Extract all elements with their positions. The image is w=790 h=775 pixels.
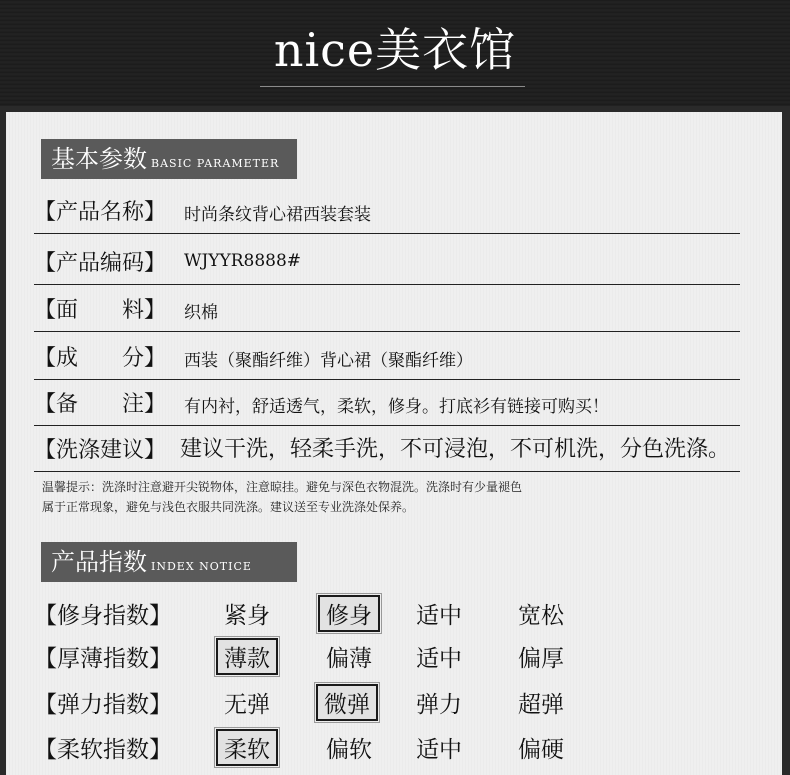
spec-label: 【成 分】 (34, 346, 167, 371)
spec-row-code (34, 238, 740, 285)
index-heading-cn: 产品指数 (51, 548, 147, 576)
spec-row-fabric (34, 285, 740, 332)
basic-heading-en: BASIC PARAMETER (151, 157, 280, 170)
care-tip-note (42, 477, 742, 517)
spec-row-name (34, 187, 740, 234)
spec-value: 西装（聚酯纤维）背心裙（聚酯纤维） (184, 351, 473, 371)
spec-label: 【产品名称】 (34, 200, 167, 225)
care-tip-line: 温馨提示：洗涤时注意避开尖锐物体，注意晾挂。避免与深色衣物混洗。洗涤时有少量褪色 (42, 480, 523, 494)
spec-value: WJYYR8888# (184, 251, 302, 271)
index-option: 偏硬 (518, 737, 564, 763)
spec-row-composition (34, 333, 740, 380)
index-option-selected: 修身 (318, 595, 380, 632)
index-option: 偏薄 (326, 646, 372, 672)
spec-row-washing (34, 425, 740, 472)
index-option-selected: 柔软 (216, 729, 278, 766)
index-option: 无弹 (224, 692, 270, 718)
index-label: 【厚薄指数】 (34, 646, 172, 672)
index-label: 【柔软指数】 (34, 737, 172, 763)
store-title: nice美衣馆 (273, 23, 517, 77)
thickness-index-row (34, 637, 774, 677)
spec-value: 有内衬，舒适透气，柔软，修身。打底衫有链接可购买！ (184, 397, 609, 417)
fit-index-row (34, 594, 774, 634)
index-notice-heading (41, 542, 297, 582)
index-label: 【弹力指数】 (34, 692, 172, 718)
index-option: 适中 (416, 646, 462, 672)
index-option: 偏软 (326, 737, 372, 763)
index-option-selected: 薄款 (216, 638, 278, 675)
spec-label: 【备 注】 (34, 392, 167, 417)
spec-value: 时尚条纹背心裙西装套装 (184, 205, 371, 225)
index-option: 紧身 (224, 603, 270, 629)
title-underline (260, 86, 525, 87)
index-option: 超弹 (518, 692, 564, 718)
index-option: 适中 (416, 737, 462, 763)
elasticity-index-row (34, 683, 774, 723)
spec-value: 织棉 (184, 303, 218, 323)
index-option: 适中 (416, 603, 462, 629)
spec-row-remarks (34, 379, 740, 426)
spec-label: 【面 料】 (34, 298, 167, 323)
basic-heading-cn: 基本参数 (51, 145, 147, 173)
care-tip-line: 属于正常现象，避免与浅色衣服共同洗涤。建议送至专业洗涤处保养。 (42, 500, 415, 514)
index-option: 弹力 (416, 692, 462, 718)
basic-parameter-heading (41, 139, 297, 179)
softness-index-row (34, 728, 774, 768)
store-banner (0, 0, 790, 106)
spec-value: 建议干洗，轻柔手洗，不可浸泡，不可机洗，分色洗涤。 (180, 437, 731, 462)
spec-label: 【产品编码】 (34, 251, 167, 276)
index-label: 【修身指数】 (34, 603, 172, 629)
index-option: 宽松 (518, 603, 564, 629)
index-option: 偏厚 (518, 646, 564, 672)
index-heading-en: INDEX NOTICE (151, 560, 252, 573)
spec-label: 【洗涤建议】 (34, 438, 167, 463)
index-option-selected: 微弹 (316, 684, 378, 721)
